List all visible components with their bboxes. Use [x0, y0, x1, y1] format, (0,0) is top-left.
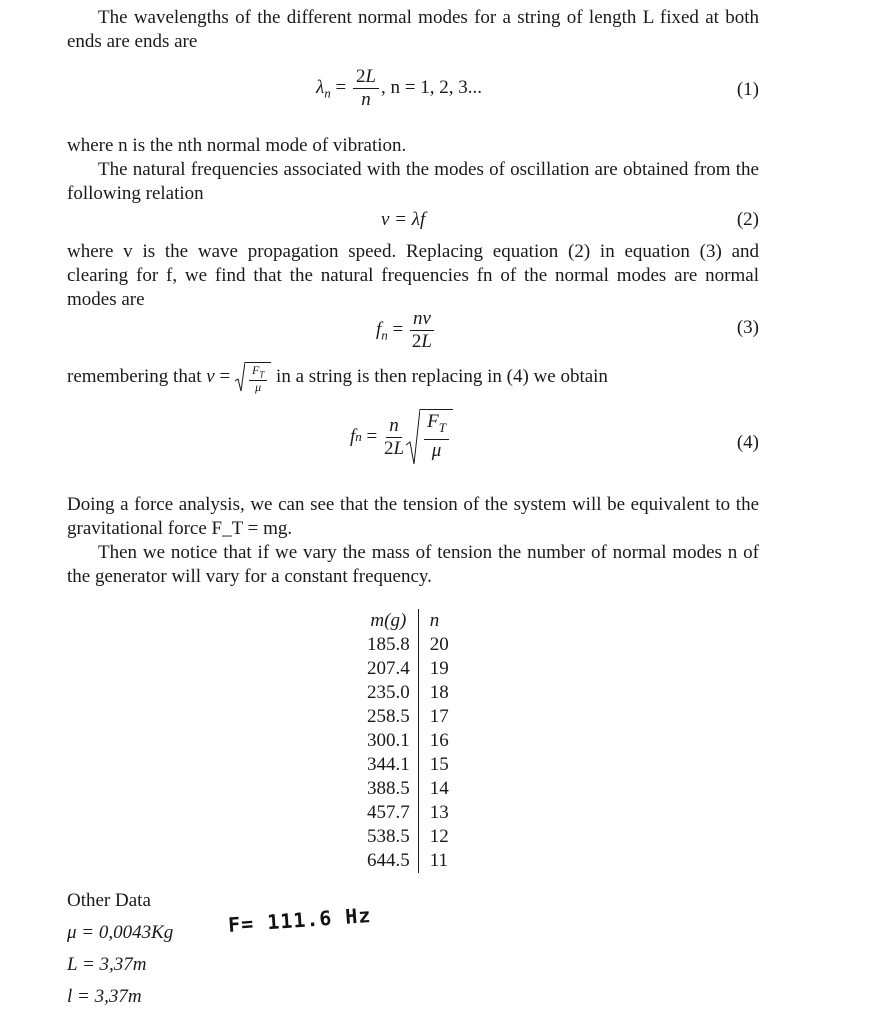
cell-n: 20	[418, 633, 457, 657]
handwritten-frequency-note: F= 111.6 Hz	[227, 903, 373, 937]
mass-mode-table	[359, 609, 457, 873]
L-value: L = 3,37m	[67, 954, 147, 976]
paragraph-vary-mass: Then we notice that if we vary the mass of tension the number of normal modes n of the generator will vary for a constant frequency.	[67, 542, 759, 588]
l-value: l = 3,37m	[67, 986, 142, 1008]
fraction-n-over-2L: $\frac{n}{2L}$	[384, 414, 405, 459]
paragraph-mode-definition: where n is the nth normal mode of vibration.	[67, 135, 407, 156]
cell-mass: 538.5	[367, 826, 410, 848]
inline-sqrt: $\frac{F_T}{\mu}$	[235, 362, 271, 393]
header-mass: m(g)	[370, 610, 407, 632]
table-row	[359, 729, 457, 753]
other-data-title: Other Data	[67, 890, 151, 912]
cell-n: 17	[418, 705, 457, 729]
cell-n: 11	[418, 849, 457, 873]
radical-sign-icon	[406, 409, 420, 465]
table-row	[359, 681, 457, 705]
cell-mass: 300.1	[367, 730, 410, 752]
mu-value: μ = 0,0043Kg	[67, 922, 174, 944]
cell-n: 16	[418, 729, 457, 753]
equation-4-number: (4)	[736, 432, 759, 454]
table-row	[359, 753, 457, 777]
paragraph-natural-frequencies: The natural frequencies associated with the modes of oscillation are obtained from the following relation	[67, 159, 759, 204]
table-header-row	[359, 609, 457, 633]
cell-mass: 185.8	[367, 634, 410, 656]
remembering-text-end: in a string is then replacing in (4) we obtain	[276, 366, 608, 388]
table-row	[359, 633, 457, 657]
cell-mass: 457.7	[367, 802, 410, 824]
cell-n: 13	[418, 801, 457, 825]
cell-mass: 207.4	[367, 658, 410, 680]
table-row	[359, 777, 457, 801]
cell-mass: 344.1	[367, 754, 410, 776]
equation-3-number: (3)	[736, 317, 759, 338]
fraction-2L-over-n: $\frac{2L}{n}$	[353, 66, 379, 111]
equation-3	[67, 308, 759, 358]
remembering-text-start: remembering that	[67, 366, 202, 388]
cell-mass: 235.0	[367, 682, 410, 704]
table-row	[359, 825, 457, 849]
cell-n: 14	[418, 777, 457, 801]
equation-2	[67, 206, 759, 234]
equation-1-body: $\lambda_n$ = $\frac{2L}{n}$ , n = 1, 2, 3...	[316, 66, 482, 110]
equation-2-body: v = λf	[381, 209, 426, 230]
equation-3-body: $f_n$ = $\frac{nv}{2L}$	[376, 308, 432, 352]
table-row	[359, 849, 457, 873]
equation-1-number: (1)	[736, 79, 759, 100]
table-row	[359, 705, 457, 729]
equation-1-tail: , n = 1, 2, 3...	[381, 76, 482, 98]
cell-n: 15	[418, 753, 457, 777]
cell-mass: 388.5	[367, 778, 410, 800]
cell-n: 19	[418, 657, 457, 681]
equation-2-number: (2)	[736, 209, 759, 230]
sqrt-FT-over-mu: $\frac{F_T}{\mu}$	[406, 409, 453, 465]
paragraph-remembering: remembering that v = $\frac{F_T}{\mu}$ in a string is then replacing in (4) we obtain	[67, 363, 608, 395]
equation-1	[67, 62, 759, 120]
fraction-nv-over-2L: $\frac{nv}{2L}$	[411, 308, 432, 352]
document-page	[67, 6, 759, 1009]
equation-4	[67, 409, 759, 475]
data-table-wrapper	[67, 609, 759, 873]
table-body	[359, 609, 457, 873]
cell-n: 18	[418, 681, 457, 705]
header-n: n	[418, 609, 457, 633]
other-data-section	[67, 889, 759, 1009]
cell-n: 12	[418, 825, 457, 849]
table-row	[359, 657, 457, 681]
cell-mass: 644.5	[367, 850, 410, 872]
radical-sign-icon	[235, 362, 245, 392]
cell-mass: 258.5	[367, 706, 410, 728]
paragraph-propagation-speed: where v is the wave propagation speed. Replacing equation (2) in equation (3) and clearing for f, we find that the natural frequencies fn of the normal modes are normal modes are	[67, 241, 759, 310]
paragraph-wavelengths: The wavelengths of the different normal modes for a string of length L fixed at both ends are ends are	[67, 7, 759, 52]
paragraph-force-analysis: Doing a force analysis, we can see that the tension of the system will be equivalent to the gravitational force F_T = mg.	[67, 494, 759, 540]
equation-4-body: f n = $\frac{n}{2L}$ $\frac{F_T}{\mu}$	[350, 409, 453, 465]
table-row	[359, 801, 457, 825]
